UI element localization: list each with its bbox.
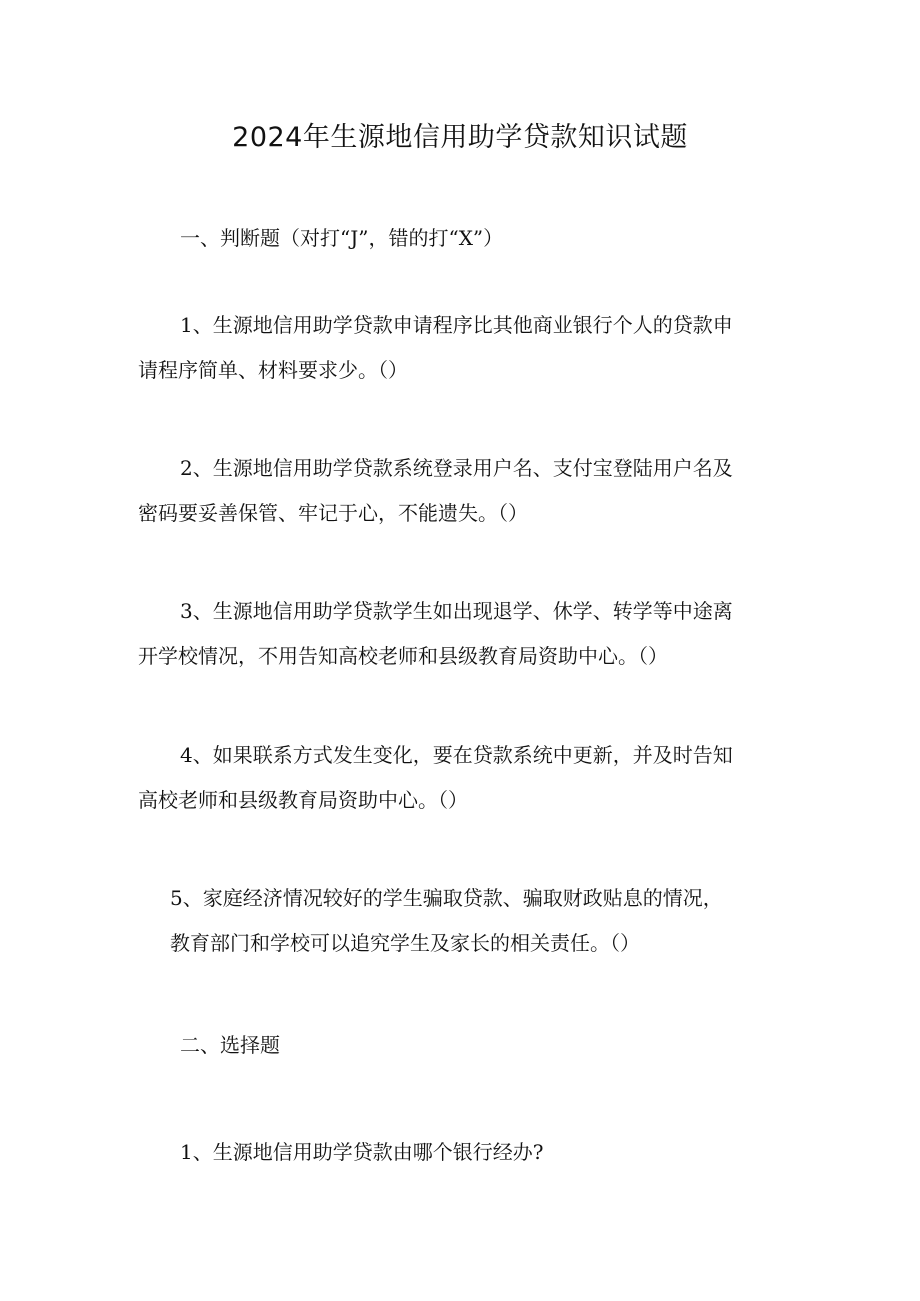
question-1-3-line1: 3、生源地信用助学贷款学生如出现退学、休学、转学等中途离 bbox=[180, 599, 733, 623]
question-1-2-line1: 2、生源地信用助学贷款系统登录用户名、支付宝登陆用户名及 bbox=[180, 456, 733, 480]
question-1-4-line2: 高校老师和县级教育局资助中心。（） bbox=[138, 788, 468, 812]
section2-heading: 二、选择题 bbox=[180, 1033, 280, 1057]
question-1-1 bbox=[138, 303, 733, 393]
question-1-2-line2: 密码要妥善保管、牢记于心，不能遗失。（） bbox=[138, 501, 528, 525]
question-1-5 bbox=[170, 876, 723, 966]
question-1-5-line2: 教育部门和学校可以追究学生及家长的相关责任。（） bbox=[170, 931, 640, 955]
question-1-1-line1: 1、生源地信用助学贷款申请程序比其他商业银行个人的贷款申 bbox=[180, 313, 733, 337]
question-1-1-line2: 请程序简单、材料要求少。（） bbox=[138, 358, 408, 382]
question-1-4 bbox=[138, 733, 733, 823]
question-1-5-line1: 5、家庭经济情况较好的学生骗取贷款、骗取财政贴息的情况， bbox=[170, 886, 723, 910]
question-2-1: 1、生源地信用助学贷款由哪个银行经办? bbox=[180, 1140, 544, 1164]
section1-heading: 一、判断题（对打“J”，错的打“X”） bbox=[180, 226, 504, 250]
question-1-3 bbox=[138, 589, 733, 679]
question-1-2 bbox=[138, 446, 733, 536]
document-title: 2024年生源地信用助学贷款知识试题 bbox=[232, 122, 688, 153]
question-1-4-line1: 4、如果联系方式发生变化，要在贷款系统中更新，并及时告知 bbox=[180, 743, 733, 767]
question-1-3-line2: 开学校情况，不用告知高校老师和县级教育局资助中心。（） bbox=[138, 644, 668, 668]
